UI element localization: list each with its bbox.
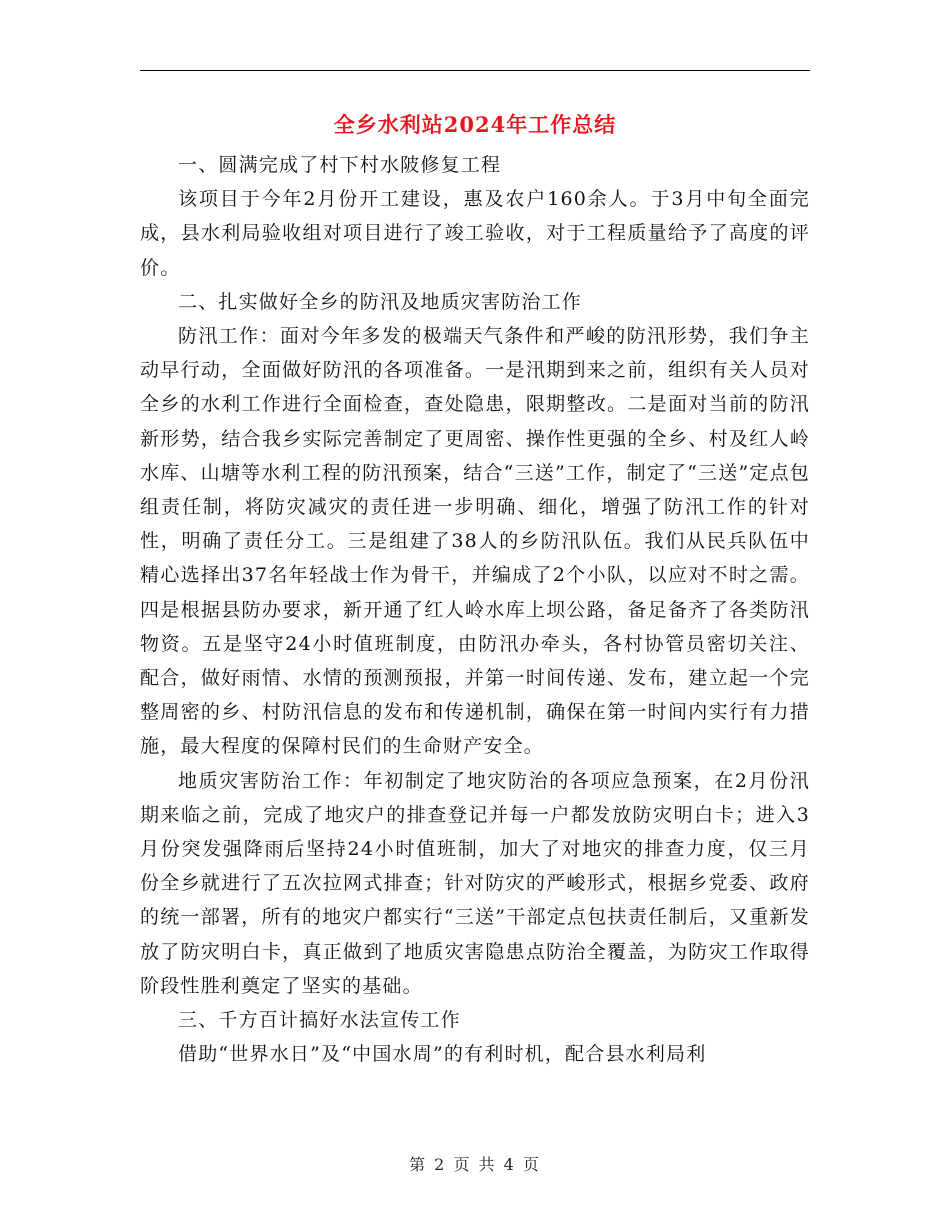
body-paragraph: 借助“世界水日”及“中国水周”的有利时机，配合县水利局利 [178, 1043, 707, 1066]
page-number: 第 2 页 共 4 页 [409, 1155, 541, 1174]
section-heading-1: 一、圆满完成了村下村水陂修复工程 [178, 154, 502, 176]
body-paragraph: 防汛工作：面对今年多发的极端天气条件和严峻的防汛形势，我们争主动早行动，全面做好防汛的各项准备。一是汛期到来之前，组织有关人员对全乡的水利工作进行全面检查，查处隐患，限期整改。二是面对当前的防汛新形势，结合我乡实际完善制定了更周密、操作性更强的全乡、村及红人岭水库、山塘等水利工程的防汛预案，结合“三送”工作，制定了“三送”定点包组责任制，将防灾减灾的责任进一步明确、细化，增强了防汛工作的针对性，明确了责任分工。三是组建了38人的乡防汛队伍。我们从民兵队伍中精心选择出37名年轻战士作为骨干，并编成了2个小队，以应对不时之需。四是根据县防办要求，新开通了红人岭水库上坝公路，备足备齐了各类防汛物资。五是坚守24小时值班制度，由防汛办牵头，各村协管员密切关注、配合，做好雨情、水情的预测预报，并第一时间传递、发布，建立起一个完整周密的乡、村防汛信息的发布和传递机制，确保在第一时间内实行有力措施，最大程度的保障村民们的生命财产安全。 [140, 325, 810, 758]
body-paragraph: 地质灾害防治工作：年初制定了地灾防治的各项应急预案，在2月份汛期来临之前，完成了地灾户的排查登记并每一户都发放防灾明白卡；进入3月份突发强降雨后坚持24小时值班制，加大了对地灾的排查力度，仅三月份全乡就进行了五次拉网式排查；针对防灾的严峻形式，根据乡党委、政府的统一部署，所有的地灾户都实行“三送”干部定点包扶责任制后，又重新发放了防灾明白卡，真正做到了地质灾害隐患点防治全覆盖，为防灾工作取得阶段性胜利奠定了坚实的基础。 [140, 769, 810, 997]
header-rule [140, 70, 810, 71]
document-title: 全乡水利站2024年工作总结 [333, 112, 617, 137]
section-heading-3: 三、千方百计搞好水法宣传工作 [178, 1009, 461, 1032]
document-body [140, 148, 810, 1071]
section-heading-2: 二、扎实做好全乡的防汛及地质灾害防治工作 [178, 290, 583, 313]
body-paragraph: 该项目于今年2月份开工建设，惠及农户160余人。于3月中旬全面完成，县水利局验收组对项目进行了竣工验收，对于工程质量给予了高度的评价。 [140, 188, 810, 279]
